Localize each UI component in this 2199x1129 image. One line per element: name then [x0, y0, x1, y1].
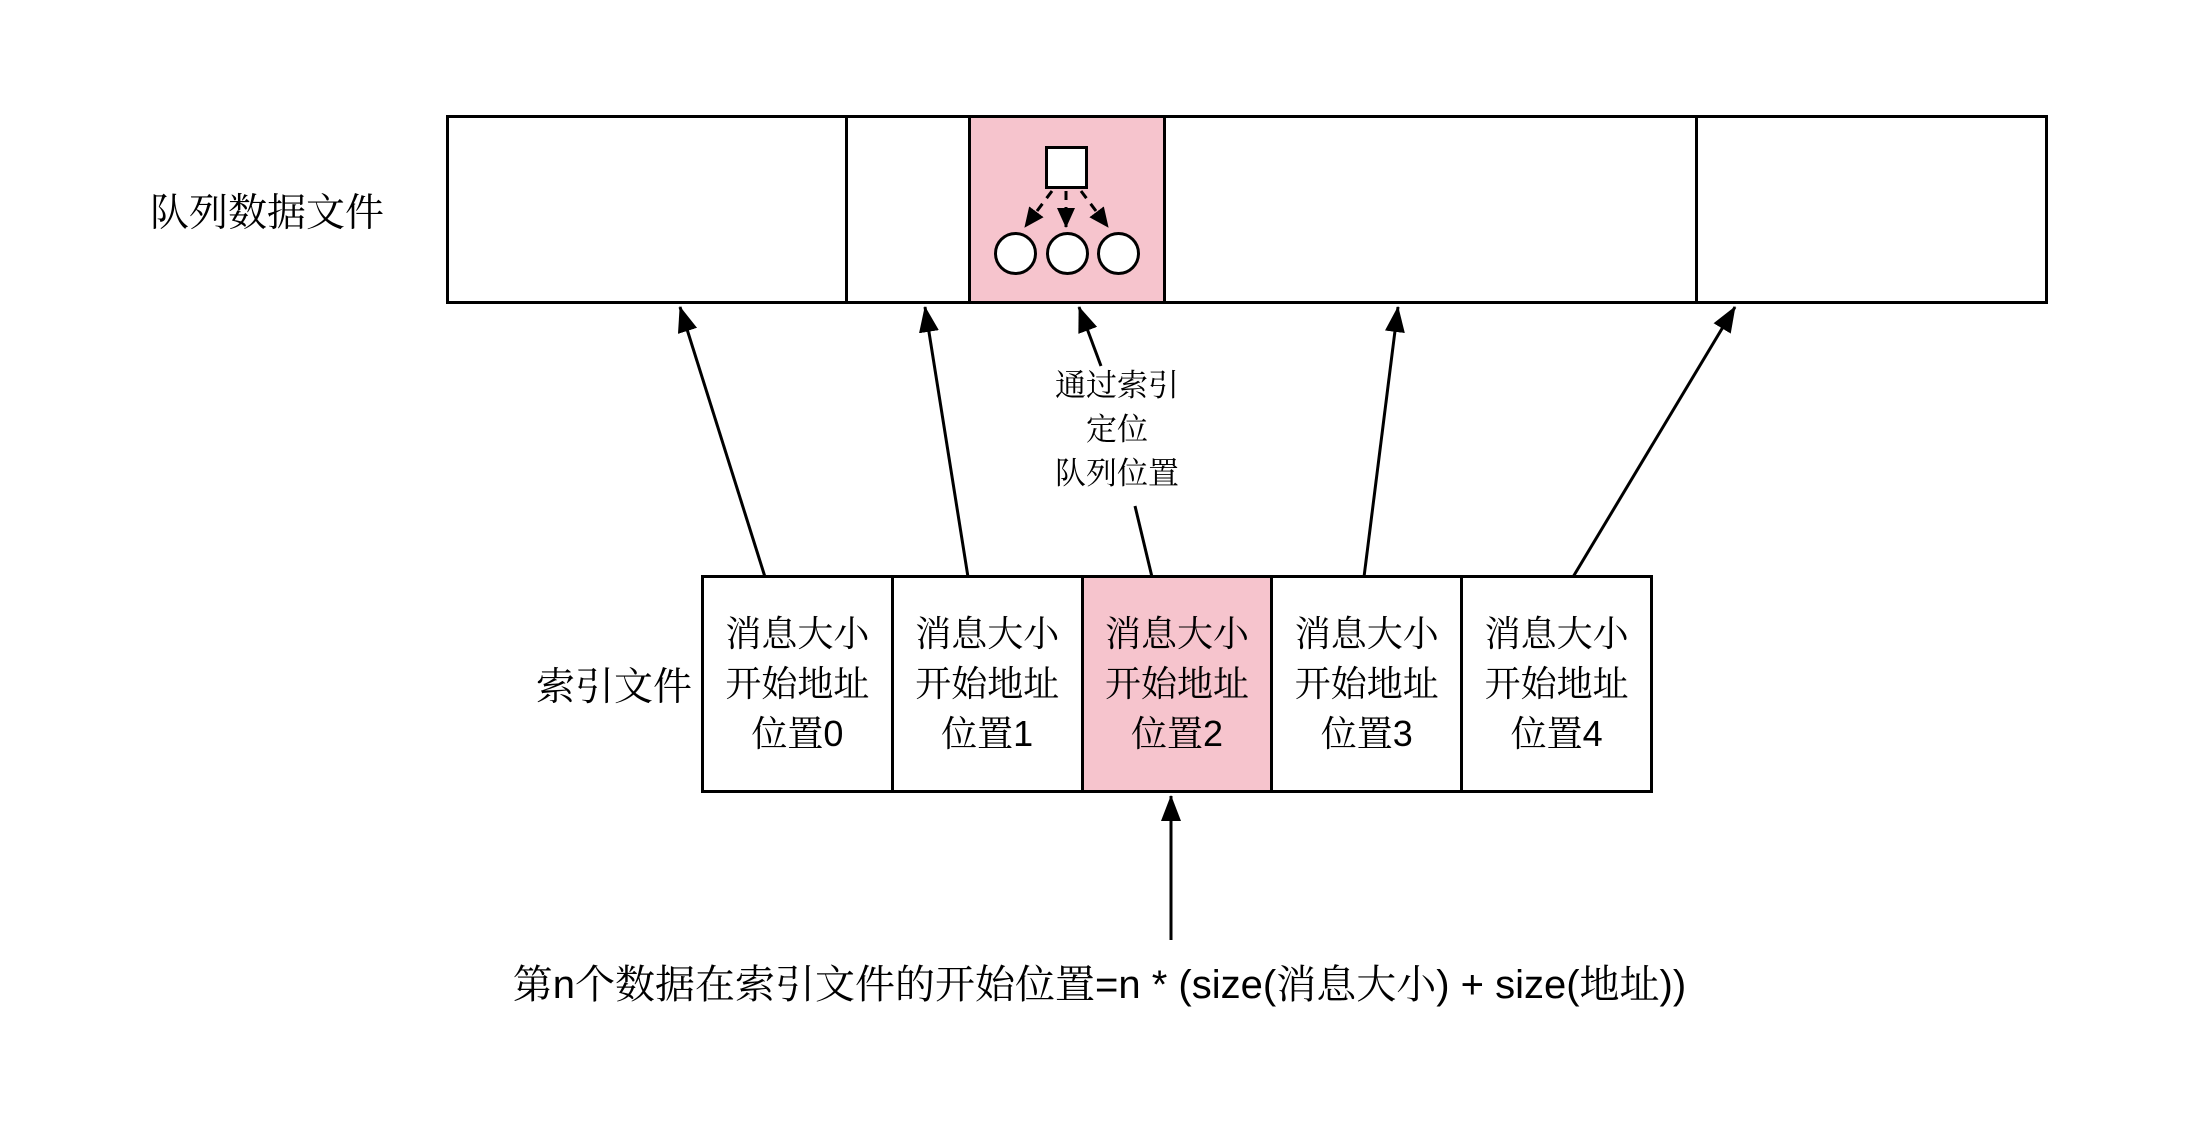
index-cell-3-size: 消息大小 [1294, 613, 1439, 654]
index-cell-3-addr: 开始地址 [1294, 663, 1439, 704]
index-cell-0-addr: 开始地址 [725, 663, 870, 704]
locate-annotation-line-3: 队列位置 [1055, 456, 1179, 491]
arrow-cell3-to-segment4 [1364, 307, 1398, 577]
index-cell-0 [704, 578, 894, 790]
index-cell-2 [1084, 578, 1274, 790]
mini-circle-node-3 [1097, 232, 1140, 275]
locate-annotation [967, 364, 1267, 496]
index-cell-4 [1463, 578, 1650, 790]
index-cell-1-size: 消息大小 [915, 613, 1060, 654]
index-file-label: 索引文件 [536, 666, 693, 709]
locate-annotation-line-1: 通过索引 [1055, 368, 1179, 403]
mini-square-node [1045, 146, 1088, 189]
index-cell-1-addr: 开始地址 [915, 663, 1060, 704]
index-cell-3 [1273, 578, 1463, 790]
arrow-cell1-to-segment2 [925, 307, 968, 577]
mini-circle-node-2 [1046, 232, 1089, 275]
index-cell-3-pos: 位置3 [1320, 713, 1413, 754]
index-cell-4-size: 消息大小 [1484, 613, 1629, 654]
line-annotation-to-cell2 [1135, 506, 1152, 577]
queue-bar-divider-4 [1695, 118, 1698, 301]
index-cell-1 [894, 578, 1084, 790]
queue-bar-divider-1 [845, 118, 848, 301]
index-cell-2-size: 消息大小 [1104, 613, 1249, 654]
queue-data-file-bar [446, 115, 2048, 304]
index-file-row [701, 575, 1653, 793]
index-cell-4-pos: 位置4 [1510, 713, 1603, 754]
arrow-annotation-to-highlighted-segment [1079, 307, 1101, 366]
index-cell-0-size: 消息大小 [725, 613, 870, 654]
index-cell-4-addr: 开始地址 [1484, 663, 1629, 704]
index-cell-0-pos: 位置0 [751, 713, 844, 754]
index-offset-formula: 第n个数据在索引文件的开始位置=n * (size(消息大小) + size(地址)) [512, 963, 1687, 1007]
index-cell-2-addr: 开始地址 [1104, 663, 1249, 704]
locate-annotation-line-2: 定位 [1086, 412, 1148, 447]
index-cell-2-pos: 位置2 [1130, 713, 1223, 754]
queue-data-file-label: 队列数据文件 [150, 191, 385, 235]
arrow-cell0-to-segment1 [680, 307, 765, 577]
mini-circle-node-1 [994, 232, 1037, 275]
index-cell-1-pos: 位置1 [941, 713, 1034, 754]
arrow-cell4-to-segment5 [1573, 307, 1735, 577]
